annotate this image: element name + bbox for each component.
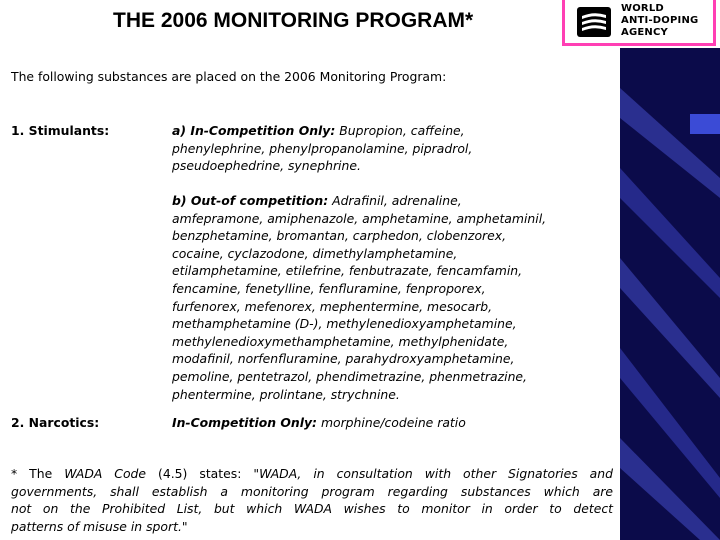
footnote-mid: (4.5) states: " [146, 466, 260, 481]
side-bar-stripes [620, 48, 720, 540]
text-line: methamphetamine (D-), methylenedioxyamphetamine, [172, 316, 517, 332]
text-line: Adrafinil, adrenaline, [328, 193, 462, 208]
wada-logo [562, 0, 716, 46]
page-title: THE 2006 MONITORING PROGRAM* [113, 9, 474, 32]
footnote-line: governments, shall establish a monitoring program regarding substances which are [11, 483, 613, 499]
text-line: Bupropion, caffeine, [335, 123, 465, 138]
subheading-out-of-competition: b) Out-of competition: [172, 193, 329, 208]
text-line: phentermine, prolintane, strychnine. [172, 386, 400, 402]
text-line: benzphetamine, bromantan, carphedon, clobenzorex, [172, 228, 507, 244]
section-label-stimulants: 1. Stimulants: [11, 123, 110, 138]
footnote-line: not on the Prohibited List, but which WADA wishes to monitor in order to detect [11, 501, 613, 516]
logo-line-2: ANTI-DOPING [621, 15, 699, 26]
text-line: pemoline, pentetrazol, phendimetrazine, phenmetrazine, [172, 368, 527, 384]
stimulants-out-of-competition [172, 192, 546, 403]
intro-text: The following substances are placed on the 2006 Monitoring Program: [11, 69, 447, 84]
logo-wordmark [621, 3, 698, 39]
text-line: fencamine, fenetylline, fenfluramine, fenproporex, [172, 280, 486, 296]
footnote-text: WADA, in consultation with other Signatories and [259, 466, 613, 481]
text-line: modafinil, norfenfluramine, parahydroxyamphetamine, [172, 351, 515, 367]
stimulants-in-competition [172, 122, 472, 175]
subheading-in-competition: a) In-Competition Only: [172, 123, 336, 138]
text-line: amfepramone, amiphenazole, amphetamine, amphetaminil, [172, 210, 547, 226]
subheading-narcotics: In-Competition Only: [172, 415, 317, 430]
accent-block [690, 114, 720, 134]
logo-line-3: AGENCY [621, 27, 668, 38]
text-line: pseudoephedrine, synephrine. [172, 158, 361, 174]
footnote-prefix: * The [11, 466, 65, 481]
logo-line-1: WORLD [621, 3, 664, 14]
footnote [11, 465, 613, 535]
text-line: furfenorex, mefenorex, mephentermine, mesocarb, [172, 298, 493, 314]
text-line: phenylephrine, phenylpropanolamine, pipradrol, [172, 140, 473, 156]
decorative-side-bar [620, 48, 720, 540]
narcotics-in-competition [172, 414, 466, 432]
text-line: methylenedioxymethamphetamine, methylphenidate, [172, 333, 509, 349]
footnote-code: WADA Code [64, 466, 147, 481]
footnote-line [11, 465, 613, 483]
section-label-narcotics: 2. Narcotics: [11, 415, 100, 430]
footnote-line: patterns of misuse in sport." [11, 518, 188, 534]
wada-emblem-icon [577, 7, 611, 37]
text-line: etilamphetamine, etilefrine, fenbutrazate, fencamfamin, [172, 263, 523, 279]
text-line: cocaine, cyclazodone, dimethylamphetamine, [172, 245, 458, 261]
text-line: morphine/codeine ratio [317, 415, 466, 430]
